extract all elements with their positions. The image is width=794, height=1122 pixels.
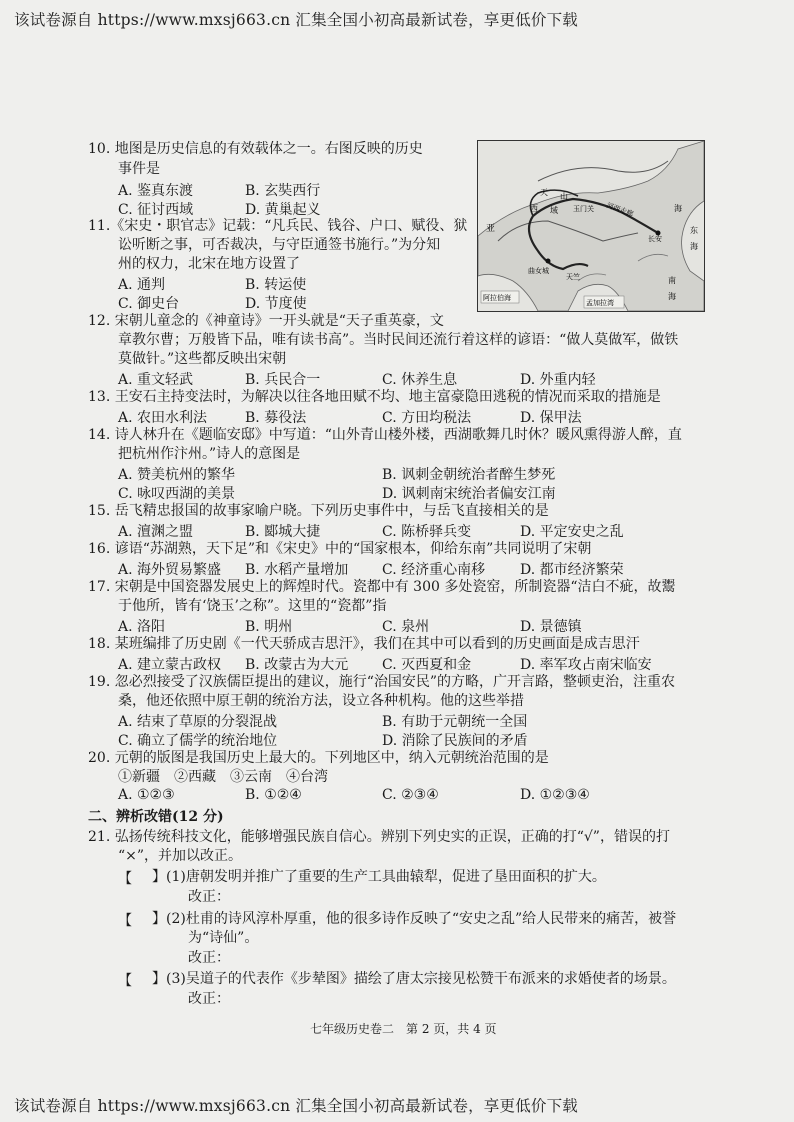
map-label-xi: 西	[530, 204, 538, 213]
q12-stem-line3: 莫做针。”这些都反映出宋朝	[118, 351, 287, 367]
q16-option-d: D. 都市经济繁荣	[520, 562, 624, 578]
map-label-hexi: 河西走廊	[605, 201, 635, 219]
q18-option-c: C. 灭西夏和金	[382, 657, 472, 673]
q17-stem-line1: 17. 宋朝是中国瓷器发展史上的辉煌时代。瓷都中有 300 多处瓷窑，所制瓷器“洁白不疵，故鬻	[88, 579, 676, 595]
q15-option-d: D. 平定安史之乱	[520, 524, 624, 540]
q21-fix-label-2: 改正：	[188, 950, 230, 966]
map-label-bay-of-bengal: 孟加拉湾	[586, 299, 614, 307]
q16-option-c: C. 经济重心南移	[382, 562, 486, 578]
q20-option-c: C. ②③④	[382, 787, 439, 803]
q18-stem-line1: 18. 某班编排了历史剧《一代天骄成吉思汗》，我们在其中可以看到的历史画面是成吉思汗	[88, 636, 640, 652]
route-map	[477, 140, 705, 312]
q20-option-b: B. ①②④	[245, 787, 302, 803]
q12-option-a: A. 重文轻武	[118, 372, 194, 388]
answer-bracket-3[interactable]: 【	[118, 973, 132, 989]
q12-option-b: B. 兵民合一	[245, 372, 321, 388]
q14-option-b: B. 讽刺金朝统治者醉生梦死	[382, 467, 556, 483]
page-footer: 七年级历史卷二 第 2 页，共 4 页	[310, 1022, 497, 1036]
q12-option-d: D. 外重内轻	[520, 372, 596, 388]
q10-stem-line1: 10. 地图是历史信息的有效载体之一。右图反映的历史	[88, 141, 423, 157]
q21-statement-2-line1: 】(2)杜甫的诗风淳朴厚重，他的很多诗作反映了“安史之乱”给人民带来的痛苦，被誉	[152, 911, 677, 927]
q19-option-d: D. 消除了民族间的矛盾	[382, 733, 528, 749]
q19-option-c: C. 确立了儒学的统治地位	[118, 733, 278, 749]
q16-option-a: A. 海外贸易繁盛	[118, 562, 222, 578]
q11-stem-line1: 11.《宋史・职官志》记载：“凡兵民、钱谷、户口、赋役、狱	[88, 218, 468, 234]
q13-option-d: D. 保甲法	[520, 410, 582, 426]
map-label-qunucheng: 曲女城	[528, 267, 549, 275]
q14-stem-line2: 把杭州作汴州。”诗人的意图是	[118, 446, 301, 462]
q19-option-b: B. 有助于元朝统一全国	[382, 714, 528, 730]
map-label-hai2: 海	[668, 292, 676, 301]
q12-stem-line2: 章教尔曹；万般皆下品，唯有读书高”。当时民间还流行着这样的谚语：“做人莫做军，做铁	[118, 332, 679, 348]
q19-stem-line1: 19. 忽必烈接受了汉族儒臣提出的建议，施行“治国安民”的方略，广开言路，整顿吏治，注重农	[88, 674, 676, 690]
q12-option-c: C. 休养生息	[382, 372, 458, 388]
map-label-yu: 域	[550, 206, 558, 215]
map-label-changan: 长安	[648, 235, 662, 243]
map-label-hai3: 海	[674, 204, 682, 213]
q13-option-a: A. 农田水利法	[118, 410, 208, 426]
q10-option-d: D. 黄巢起义	[245, 202, 321, 218]
q14-option-c: C. 咏叹西湖的美景	[118, 486, 236, 502]
q20-stem-line1: 20. 元朝的版图是我国历史上最大的。下列地区中，纳入元朝统治范围的是	[88, 750, 549, 766]
q21-stem-line1: 21. 弘扬传统科技文化，能够增强民族自信心。辨别下列史实的正误，正确的打“√”，错误的打	[88, 829, 670, 845]
q11-stem-line2: 讼听断之事，可否裁决，与守臣通签书施行。”为分知	[118, 237, 441, 253]
q11-option-d: D. 节度使	[245, 296, 307, 312]
q14-option-d: D. 讽刺南宋统治者偏安江南	[382, 486, 556, 502]
map-label-shan: 山	[560, 192, 568, 201]
q12-stem-line1: 12. 宋朝儿童念的《神童诗》一开头就是“天子重英豪，文	[88, 313, 444, 329]
source-banner-bottom: 该试卷源自 https://www.mxsj663.cn 汇集全国小初高最新试卷，享更低价下载	[14, 1097, 579, 1115]
q10-stem-line2: 事件是	[118, 161, 160, 177]
q10-option-a: A. 鉴真东渡	[118, 183, 194, 199]
q17-option-a: A. 洛阳	[118, 619, 166, 635]
q15-option-b: B. 郾城大捷	[245, 524, 321, 540]
source-banner-top: 该试卷源自 https://www.mxsj663.cn 汇集全国小初高最新试卷，享更低价下载	[14, 11, 579, 29]
q11-stem-line3: 州的权力，北宋在地方设置了	[118, 256, 300, 272]
q16-option-b: B. 水稻产量增加	[245, 562, 349, 578]
q20-option-a: A. ①②③	[118, 787, 175, 803]
map-label-nan: 南	[668, 276, 676, 285]
q21-fix-label-3: 改正：	[188, 991, 230, 1007]
q17-option-c: C. 泉州	[382, 619, 430, 635]
route-map-graphic	[478, 141, 704, 311]
q13-option-c: C. 方田均税法	[382, 410, 472, 426]
q18-option-b: B. 改蒙古为大元	[245, 657, 349, 673]
q14-stem-line1: 14. 诗人林升在《题临安邸》中写道：“山外青山楼外楼，西湖歌舞几时休？暖风熏得游人醉，直	[88, 427, 682, 443]
q21-fix-label-1: 改正：	[188, 889, 230, 905]
q20-items: ①新疆 ②西藏 ③云南 ④台湾	[118, 769, 328, 785]
q11-option-a: A. 通判	[118, 277, 166, 293]
q14-option-a: A. 赞美杭州的繁华	[118, 467, 236, 483]
q13-stem-line1: 13. 王安石主持变法时，为解决以往各地田赋不均、地主富豪隐田逃税的情况而采取的措施是	[88, 389, 661, 405]
q21-statement-3: 】(3)吴道子的代表作《步辇图》描绘了唐太宗接见松赞干布派来的求婚使者的场景。	[152, 971, 676, 987]
q10-option-c: C. 征讨西域	[118, 202, 194, 218]
q17-stem-line2: 于他所，皆有‘饶玉’之称”。这里的“瓷都”指	[118, 598, 387, 614]
q15-stem-line1: 15. 岳飞精忠报国的故事家喻户晓。下列历史事件中，与岳飞直接相关的是	[88, 503, 549, 519]
map-label-arabian-sea: 阿拉伯海	[483, 294, 511, 302]
answer-bracket-1[interactable]: 【	[118, 871, 132, 887]
q19-stem-line2: 桑，他还依照中原王朝的统治方法，设立各种机构。他的这些举措	[118, 693, 524, 709]
q17-option-d: D. 景德镇	[520, 619, 582, 635]
map-label-dong: 东	[690, 226, 698, 235]
q11-option-c: C. 御史台	[118, 296, 180, 312]
section-heading: 二、辨析改错(12 分)	[88, 809, 224, 825]
q18-option-d: D. 率军攻占南宋临安	[520, 657, 652, 673]
q20-option-d: D. ①②③④	[520, 787, 590, 803]
map-label-yumenguan: 玉门关	[573, 205, 594, 213]
q13-option-b: B. 募役法	[245, 410, 307, 426]
q15-option-c: C. 陈桥驿兵变	[382, 524, 472, 540]
map-label-ya: 亚	[486, 224, 496, 234]
q15-option-a: A. 澶渊之盟	[118, 524, 194, 540]
q21-stem-line2: “×”，并加以改正。	[118, 848, 243, 864]
answer-bracket-2[interactable]: 【	[118, 913, 132, 929]
q16-stem-line1: 16. 谚语“苏湖熟，天下足”和《宋史》中的“国家根本，仰给东南”共同说明了宋朝	[88, 541, 592, 557]
map-label-hai1: 海	[690, 242, 698, 251]
map-label-tian: 天	[540, 188, 548, 197]
q18-option-a: A. 建立蒙古政权	[118, 657, 222, 673]
q17-option-b: B. 明州	[245, 619, 293, 635]
q19-option-a: A. 结束了草原的分裂混战	[118, 714, 278, 730]
q11-option-b: B. 转运使	[245, 277, 307, 293]
q10-option-b: B. 玄奘西行	[245, 183, 321, 199]
map-label-tianzhu: 天竺	[566, 273, 580, 281]
q21-statement-2-line2: 为“诗仙”。	[188, 930, 259, 946]
q21-statement-1: 】(1)唐朝发明并推广了重要的生产工具曲辕犁，促进了垦田面积的扩大。	[152, 869, 606, 885]
